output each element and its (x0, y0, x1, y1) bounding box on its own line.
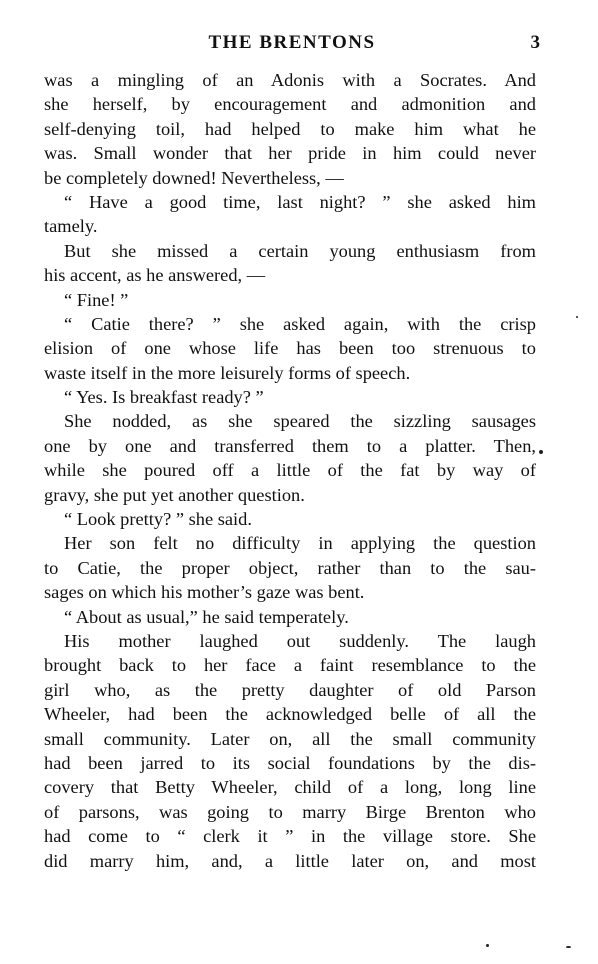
text-line: But she missed a certain young enthusiasm from (64, 240, 536, 261)
text-line: Her son felt no difficulty in applying the question (64, 533, 536, 554)
text-line: “ Catie there? ” she asked again, with the crisp (64, 313, 536, 334)
text-line: “ Look pretty? ” she said. (64, 509, 252, 530)
text-line: tamely. (44, 216, 98, 237)
text-line: “ About as usual,” he said temperately. (64, 606, 349, 627)
text-line: she herself, by encouragement and admonition and (44, 94, 536, 115)
text-line: Wheeler, had been the acknowledged belle of all the (44, 704, 536, 725)
running-title: THE BRENTONS (208, 32, 376, 53)
running-head (44, 32, 540, 58)
text-line: She nodded, as she speared the sizzling sausages (64, 411, 536, 432)
text-line: had come to “ clerk it ” in the village store. She (44, 826, 536, 847)
text-line: while she poured off a little of the fat by way of (44, 460, 536, 481)
text-line: was a mingling of an Adonis with a Socrates. And (44, 70, 536, 90)
text-line: of parsons, was going to marry Birge Brenton who (44, 801, 536, 822)
print-speck (486, 944, 489, 947)
text-line: his accent, as he answered, — (44, 265, 266, 286)
text-line: “ Fine! ” (64, 289, 129, 310)
text-line: His mother laughed out suddenly. The laugh (64, 630, 536, 651)
text-line: small community. Later on, all the small community (44, 728, 536, 749)
text-line: “ Yes. Is breakfast ready? ” (64, 387, 264, 408)
text-line: was. Small wonder that her pride in him could never (44, 143, 536, 164)
text-line: self-denying toil, had helped to make him what he (44, 118, 536, 139)
page-number: 3 (530, 32, 540, 53)
print-speck (566, 946, 571, 948)
print-speck (576, 316, 578, 318)
text-line: sages on which his mother’s gaze was bent. (44, 582, 365, 603)
text-line: had been jarred to its social foundations by the dis- (44, 752, 536, 773)
text-line: waste itself in the more leisurely forms of speech. (44, 362, 411, 383)
text-line: did marry him, and, a little later on, and most (44, 850, 536, 871)
text-line: covery that Betty Wheeler, child of a long, long line (44, 777, 536, 798)
text-line: one by one and transferred them to a platter. Then, (44, 435, 536, 456)
body-text (44, 68, 536, 873)
text-line: be completely downed! Nevertheless, — (44, 167, 344, 188)
text-line: brought back to her face a faint resemblance to the (44, 655, 536, 676)
print-speck (539, 450, 543, 454)
text-line: gravy, she put yet another question. (44, 484, 305, 505)
text-line: girl who, as the pretty daughter of old Parson (44, 679, 536, 700)
text-line: elision of one whose life has been too strenuous to (44, 338, 536, 359)
text-line: “ Have a good time, last night? ” she asked him (64, 191, 536, 212)
text-line: to Catie, the proper object, rather than to the sau- (44, 557, 536, 578)
